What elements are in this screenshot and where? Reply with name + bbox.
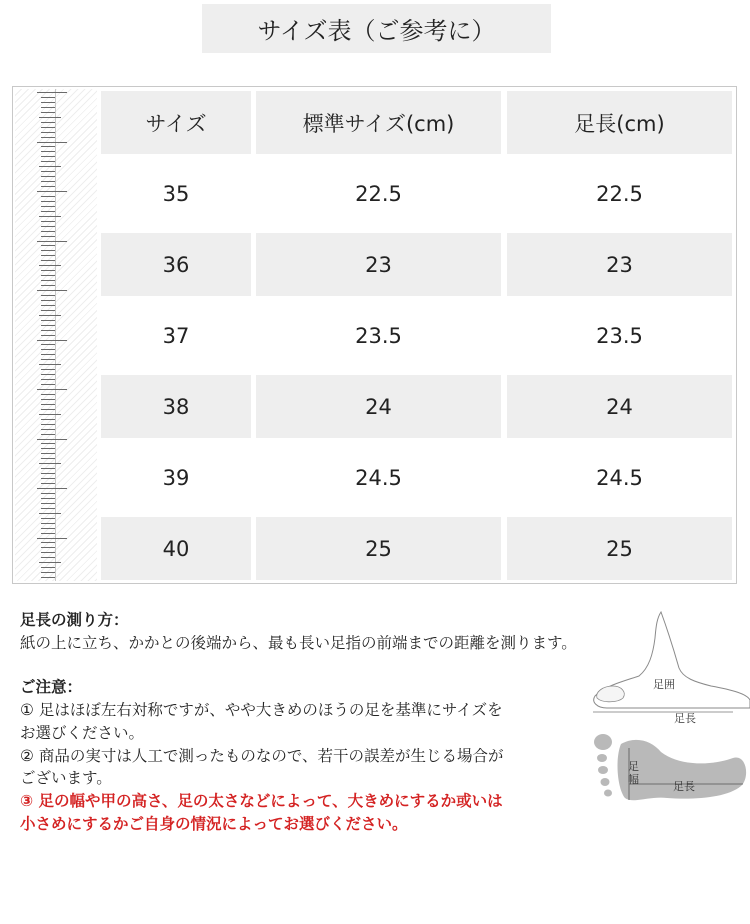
measurement-instructions	[20, 609, 630, 835]
note-2-line-2: ございます。	[20, 769, 112, 788]
cell-size: 36	[101, 233, 251, 296]
ruler-tick	[41, 231, 55, 232]
label-girth: 足囲	[653, 678, 675, 691]
ruler-tick	[39, 513, 61, 514]
ruler-tick	[41, 528, 55, 529]
ruler-tick	[41, 255, 55, 256]
ruler-tick	[41, 137, 55, 138]
ruler-tick	[41, 122, 55, 123]
ruler-tick	[39, 166, 61, 167]
ruler-tick	[39, 414, 61, 415]
label-width: 足幅	[628, 760, 639, 786]
ruler-tick	[41, 523, 55, 524]
page-title: サイズ表（ご参考に）	[202, 4, 551, 53]
ruler-tick	[41, 493, 55, 494]
ruler-tick	[41, 468, 55, 469]
ruler-tick	[41, 424, 55, 425]
ruler-tick	[41, 453, 55, 454]
ruler-tick	[41, 577, 55, 578]
ruler-tick	[41, 196, 55, 197]
cell-size: 38	[101, 375, 251, 438]
ruler-tick	[39, 117, 61, 118]
ruler-tick	[37, 488, 67, 489]
ruler-line	[55, 89, 56, 581]
ruler-tick	[41, 310, 55, 311]
header-standard-size: 標準サイズ(cm)	[256, 91, 501, 154]
label-length-top: 足長	[674, 712, 696, 725]
ruler-tick	[41, 151, 55, 152]
ruler-tick	[41, 161, 55, 162]
ruler-tick	[37, 92, 67, 93]
ruler-tick	[41, 250, 55, 251]
ruler-tick	[41, 270, 55, 271]
foot-measurement-diagram	[583, 608, 750, 820]
ruler-tick	[41, 429, 55, 430]
ruler-tick	[41, 419, 55, 420]
ruler-tick	[39, 364, 61, 365]
ruler-tick	[37, 538, 67, 539]
ruler-tick	[41, 374, 55, 375]
ruler-tick	[41, 285, 55, 286]
note-1-line-2: お選びください。	[20, 723, 145, 742]
ruler-tick	[41, 542, 55, 543]
cell-foot-length: 24.5	[596, 465, 643, 490]
ruler-tick	[41, 107, 55, 108]
ruler-tick	[41, 260, 55, 261]
ruler-tick	[41, 394, 55, 395]
ruler-decoration	[15, 89, 97, 581]
ruler-tick	[41, 171, 55, 172]
ruler-tick	[41, 503, 55, 504]
ruler-tick	[41, 112, 55, 113]
ruler-tick	[39, 562, 61, 563]
ruler-tick	[41, 335, 55, 336]
ruler-tick	[37, 241, 67, 242]
ruler-tick	[41, 236, 55, 237]
ruler-tick	[41, 275, 55, 276]
label-length-bottom: 足長	[673, 780, 695, 793]
notes-heading: ご注意：	[20, 678, 83, 697]
cell-standard-size: 25	[256, 517, 501, 580]
ruler-tick	[41, 409, 55, 410]
toe-shape	[597, 686, 625, 702]
cell-standard-size: 24	[256, 375, 501, 438]
ruler-tick	[41, 344, 55, 345]
ruler-tick	[37, 290, 67, 291]
measure-heading: 足長の測り方：	[20, 611, 129, 629]
ruler-tick	[41, 557, 55, 558]
ruler-tick	[41, 127, 55, 128]
ruler-tick	[37, 389, 67, 390]
ruler-tick	[41, 533, 55, 534]
ruler-tick	[41, 359, 55, 360]
ruler-tick	[41, 206, 55, 207]
ruler-tick	[41, 300, 55, 301]
ruler-tick	[41, 498, 55, 499]
ruler-tick	[41, 399, 55, 400]
cell-size: 40	[101, 517, 251, 580]
ruler-tick	[41, 518, 55, 519]
ruler-tick	[41, 434, 55, 435]
ruler-tick	[41, 102, 55, 103]
ruler-tick	[37, 340, 67, 341]
toe-print-4	[601, 778, 610, 786]
ruler-tick	[41, 132, 55, 133]
ruler-tick	[41, 448, 55, 449]
ruler-tick	[41, 295, 55, 296]
note-1-line-1: ① 足はほぼ左右対称ですが、やや大きめのほうの足を基準にサイズを	[20, 701, 503, 720]
ruler-tick	[41, 211, 55, 212]
ruler-tick	[41, 567, 55, 568]
header-size: サイズ	[101, 91, 251, 154]
ruler-tick	[39, 463, 61, 464]
ruler-tick	[41, 458, 55, 459]
cell-foot-length: 25	[507, 517, 732, 580]
ruler-tick	[41, 156, 55, 157]
ruler-tick	[37, 439, 67, 440]
ruler-tick	[41, 176, 55, 177]
cell-standard-size: 23	[256, 233, 501, 296]
header-foot-length: 足長(cm)	[507, 91, 732, 154]
toe-print-5	[604, 790, 612, 797]
note-3-line-1: ③ 足の幅や甲の高さ、足の太さなどによって、大きめにするか或いは	[20, 791, 503, 810]
ruler-tick	[41, 547, 55, 548]
note-2-line-1: ② 商品の実寸は人工で測ったものなので、若干の誤差が生じる場合が	[20, 746, 504, 765]
cell-standard-size: 22.5	[355, 181, 402, 206]
ruler-tick	[39, 265, 61, 266]
ruler-tick	[39, 315, 61, 316]
ruler-tick	[41, 384, 55, 385]
ruler-tick	[41, 369, 55, 370]
toe-print-2	[597, 754, 607, 762]
ruler-tick	[41, 186, 55, 187]
ruler-tick	[41, 305, 55, 306]
note-3-line-2: 小さめにするかご自身の情況によってお選びください。	[20, 814, 408, 833]
ruler-tick	[41, 97, 55, 98]
ruler-tick	[41, 379, 55, 380]
ruler-tick	[41, 552, 55, 553]
ruler-tick	[41, 181, 55, 182]
ruler-tick	[41, 483, 55, 484]
ruler-tick	[41, 473, 55, 474]
cell-foot-length: 24	[507, 375, 732, 438]
cell-foot-length: 23	[507, 233, 732, 296]
ruler-tick	[39, 216, 61, 217]
ruler-tick	[41, 354, 55, 355]
ruler-tick	[41, 443, 55, 444]
toe-print-1	[594, 734, 612, 750]
ruler-tick	[41, 325, 55, 326]
ruler-tick	[41, 478, 55, 479]
ruler-tick	[37, 142, 67, 143]
cell-size: 39	[162, 465, 190, 490]
cell-standard-size: 23.5	[355, 323, 402, 348]
cell-foot-length: 23.5	[596, 323, 643, 348]
ruler-tick	[41, 146, 55, 147]
cell-standard-size: 24.5	[355, 465, 402, 490]
ruler-tick	[41, 245, 55, 246]
ruler-tick	[41, 226, 55, 227]
ruler-tick	[41, 330, 55, 331]
ruler-tick	[41, 572, 55, 573]
ruler-tick	[41, 404, 55, 405]
ruler-tick	[41, 320, 55, 321]
ruler-tick	[41, 508, 55, 509]
toe-print-3	[598, 766, 608, 774]
ruler-tick	[41, 201, 55, 202]
ruler-tick	[37, 191, 67, 192]
measure-text: 紙の上に立ち、かかとの後端から、最も長い足指の前端までの距離を測ります。	[20, 633, 577, 652]
cell-size: 35	[162, 181, 190, 206]
cell-size: 37	[162, 323, 190, 348]
ruler-tick	[41, 349, 55, 350]
cell-foot-length: 22.5	[596, 181, 643, 206]
ruler-tick	[41, 280, 55, 281]
ruler-tick	[41, 221, 55, 222]
